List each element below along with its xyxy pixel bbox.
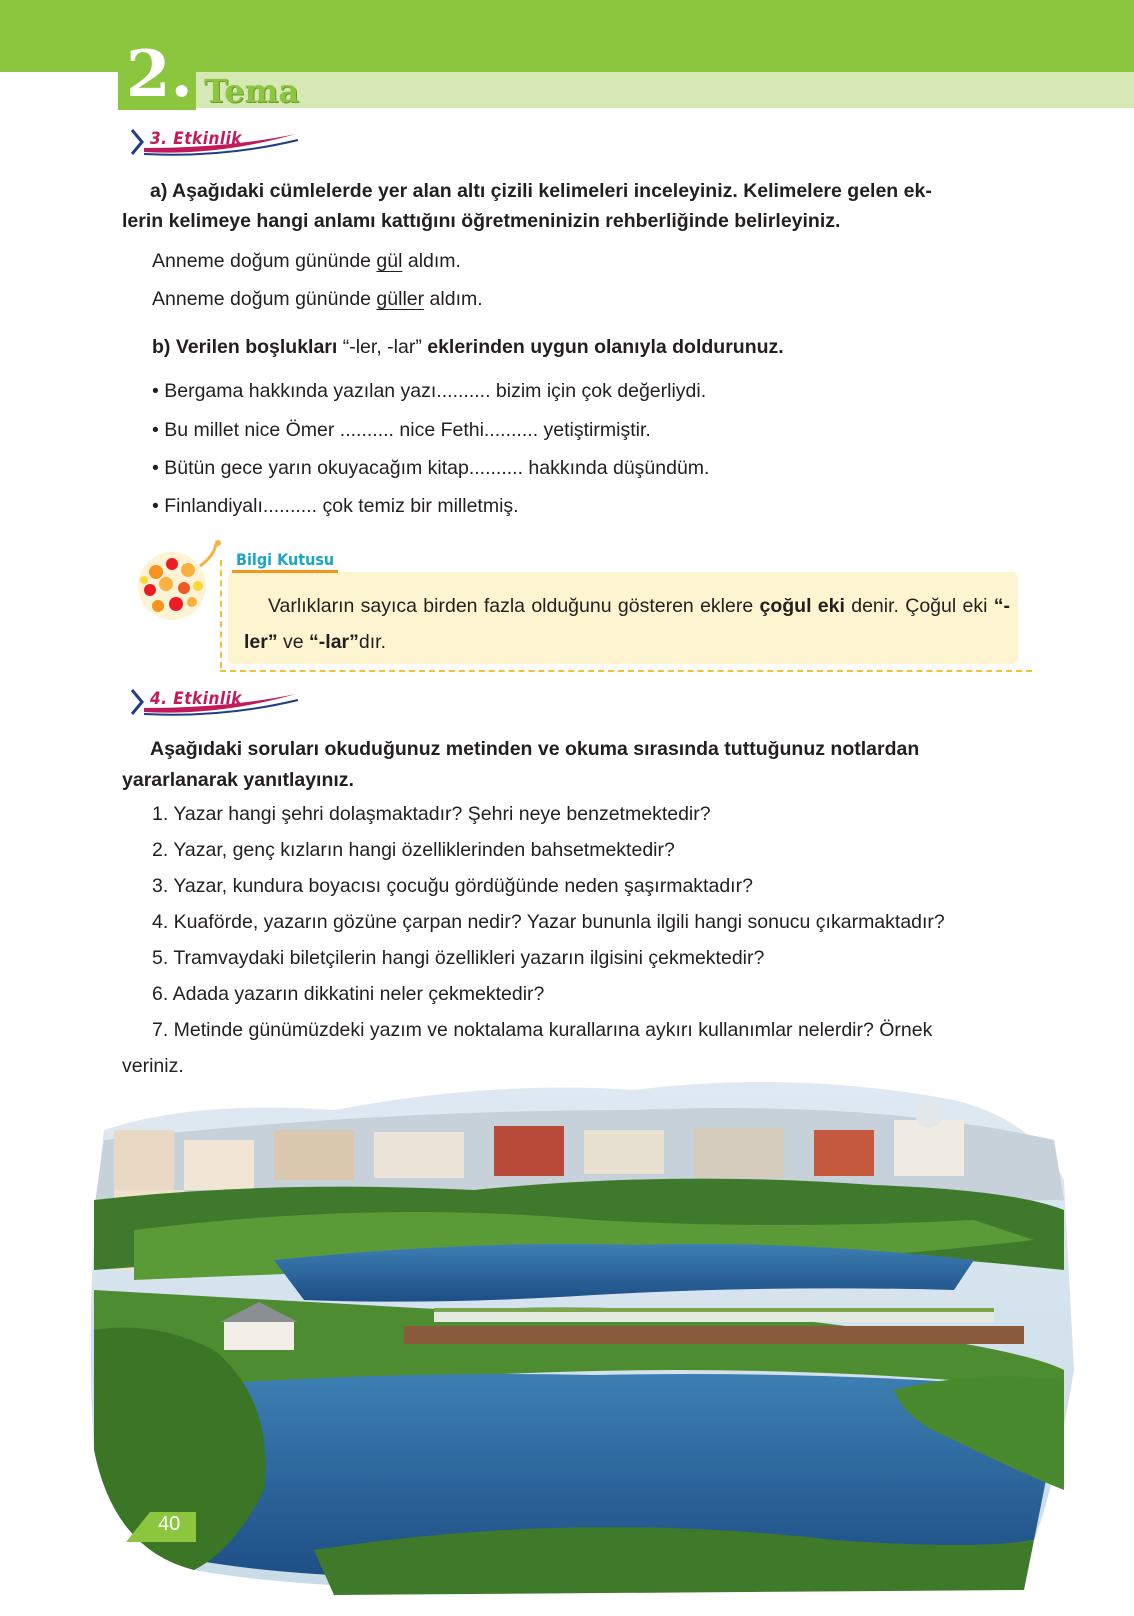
etkinlik-4-label: 4. Etkinlik — [150, 689, 242, 709]
question-7-continuation: veriniz. — [122, 1055, 184, 1077]
info-box-border-left — [220, 560, 222, 668]
tema-title: Tema — [204, 72, 300, 110]
etkinlik-3-label: 3. Etkinlik — [150, 129, 242, 149]
sentence-1-pre: Anneme doğum gününde — [152, 250, 377, 272]
b-instruction-pre: b) Verilen boşlukları — [152, 336, 338, 358]
question-item: 4. Kuaförde, yazarın gözüne çarpan nedir? Yazar bununla ilgili hangi sonucu çıkarmaktadır? — [152, 911, 945, 933]
info-text-ek2: “-lar” — [309, 631, 359, 653]
etkinlik-3-banner — [128, 126, 308, 156]
question-item: 7. Metinde günümüzdeki yazım ve noktalama kurallarına aykırı kullanımlar nelerdir? Örnek — [152, 1019, 933, 1041]
info-text-ek1: “-ler” — [244, 595, 1010, 653]
sentence-2-underlined-word: güller — [376, 288, 425, 310]
info-bulb-icon — [130, 538, 226, 634]
b-instruction-post: eklerinden uygun olanıyla doldurunuz. — [427, 336, 784, 358]
info-box-title: Bilgi Kutusu — [236, 550, 335, 569]
question-item: 2. Yazar, genç kızların hangi özelliklerinden bahsetmektedir? — [152, 839, 675, 861]
info-text-ve: ve — [277, 631, 310, 653]
etkinlik-3-b-instruction — [152, 330, 784, 364]
etkinlik-4-banner — [128, 686, 308, 716]
example-sentence-2 — [152, 282, 483, 316]
question-item: 1. Yazar hangi şehri dolaşmaktadır? Şehri neye benzetmektedir? — [152, 803, 711, 825]
fill-blank-item: • Bütün gece yarın okuyacağım kitap.......... hakkında düşündüm. — [152, 457, 710, 479]
question-item: 5. Tramvaydaki biletçilerin hangi özellikleri yazarın ilgisini çekmektedir? — [152, 947, 765, 969]
info-text-mid: denir. Çoğul eki — [844, 595, 994, 617]
sentence-1-post: aldım. — [402, 250, 461, 272]
tema-number: 2. — [126, 37, 193, 112]
info-title-underline — [232, 570, 338, 574]
fill-blank-item: • Finlandiyalı.......... çok temiz bir milletmiş. — [152, 495, 519, 517]
sentence-1-underlined-word: gül — [376, 250, 403, 272]
city-landscape-photo — [74, 1070, 1084, 1600]
info-box-border-bottom — [220, 670, 1032, 672]
fill-blank-item: • Bu millet nice Ömer .......... nice Fethi.......... yetiştirmiştir. — [152, 419, 651, 441]
info-box-text — [244, 588, 1010, 660]
page-number: 40 — [158, 1513, 181, 1535]
sentence-2-pre: Anneme doğum gününde — [152, 288, 377, 310]
header-band-light — [195, 72, 1134, 108]
sentence-2-post: aldım. — [424, 288, 483, 310]
info-text-end: dır. — [358, 631, 387, 653]
info-text-bold: çoğul eki — [759, 595, 845, 617]
etkinlik-3-a-line1: a) Aşağıdaki cümlelerde yer alan altı çizili kelimeleri inceleyiniz. Kelimelere gelen ek- — [150, 180, 932, 202]
etkinlik-4-instruction-line2: yararlanarak yanıtlayınız. — [122, 769, 354, 791]
question-item: 3. Yazar, kundura boyacısı çocuğu gördüğünde neden şaşırmaktadır? — [152, 875, 753, 897]
fill-blank-item: • Bergama hakkında yazılan yazı.......... bizim için çok değerliydi. — [152, 380, 707, 402]
etkinlik-4-instruction-line1: Aşağıdaki soruları okuduğunuz metinden ve okuma sırasında tuttuğunuz notlardan — [150, 738, 920, 760]
question-item: 6. Adada yazarın dikkatini neler çekmektedir? — [152, 983, 545, 1005]
b-instruction-quote: “-ler, -lar” — [337, 336, 428, 358]
info-text-pre: Varlıkların sayıca birden fazla olduğunu gösteren eklere — [268, 595, 760, 617]
etkinlik-3-a-line2: lerin kelimeye hangi anlamı kattığını öğretmeninizin rehberliğinde belirleyiniz. — [122, 210, 841, 232]
example-sentence-1 — [152, 244, 461, 278]
